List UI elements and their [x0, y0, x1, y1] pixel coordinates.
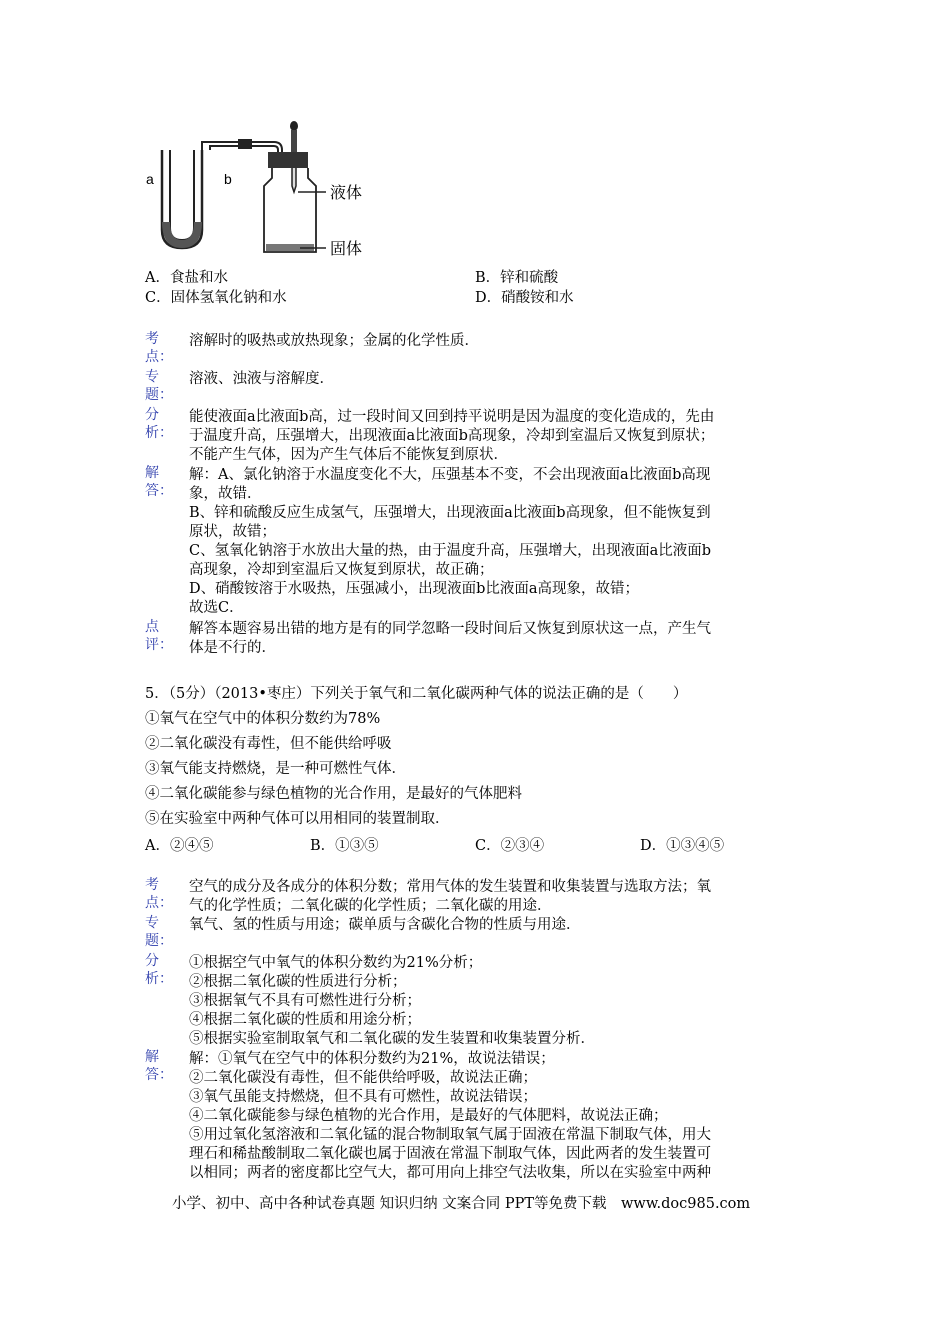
- q4-option-c: C．固体氢氧化钠和水: [145, 290, 287, 306]
- apparatus-diagram: [140, 112, 380, 272]
- q5-option-a: A．②④⑤: [145, 838, 214, 854]
- page-footer: 小学、初中、高中各种试卷真题 知识归纳 文案合同 PPT等免费下载 www.doc985.com: [172, 1196, 751, 1212]
- diagram-label-b: b: [224, 171, 232, 187]
- diagram-label-solid: 固体: [330, 239, 363, 258]
- q5-stem: 5．（5分）（2013•枣庄）下列关于氧气和二氧化碳两种气体的说法正确的是（ ）: [145, 686, 688, 702]
- q5-option-b: B．①③⑤: [310, 838, 379, 854]
- q4-option-d: D．硝酸铵和水: [475, 290, 574, 306]
- q5-item: ③氧气能支持燃烧，是一种可燃性气体．: [145, 761, 406, 777]
- q5-item: ⑤在实验室中两种气体可以用相同的装置制取．: [145, 811, 450, 827]
- diagram-label-liquid: 液体: [330, 183, 363, 202]
- q5-option-d: D．①③④⑤: [640, 838, 725, 854]
- q5-item: ①氧气在空气中的体积分数约为78%: [145, 711, 381, 727]
- bottle: [264, 168, 316, 252]
- document-page: a b 液体 固体 A．食盐和水 B．锌和硫酸 C．固体氢氧化钠和水 D．硝酸铵和水 考 点： 溶解时的吸热或放热现象；金属的化学性质． 专 题： 溶液、浊液与溶解度． 分 析： 能使液面a比液面b高，过一段时间又回到持平说明是因为温度的变化造成的，先由 于温度升高，压强增大，出现液面a比液面b高现象，冷却到室温后又恢复到原状； 不能产生气体，因为产生气体后不能恢复到原状． 解 答： 解：A、氯化钠溶于水温度变化不大，压强基本不变，不会出现液面a比液面b高现 象，故错． B、锌和硫酸反应生成氢气，压强增大，出现液面a比液面b高现象，但不能恢复到 原状，故错； C、氢氧化钠溶于水放出大量的热，由于温度升高，压强增大，出现液面a比液面b 高现象，冷却到室温后又恢复到原状，故正确； D、硝酸铵溶于水吸热，压强减小，出现液面b比液面a高现象，故错； 故选C． 点 评： 解答本题容易出错的地方是有的同学忽略一段时间后又恢复到原状这一点，产生气 体是不行的． 5．（5分）（2013•枣庄）下列关于氧气和二氧化碳两种气体的说法正确的是（ ） ①氧气在空气中的体积分数约为78% ②二氧化碳没有毒性，但不能供给呼吸 ③氧气能支持燃烧，是一种可燃性气体． ④二氧化碳能参与绿色植物的光合作用，是最好的气体肥料 ⑤在实验室中两种气体可以用相同的装置制取． A．②④⑤ B．①③⑤ C．②③④ D．①③④⑤ 考 点： 空气的成分及各成分的体积分数；常用气体的发生装置和收集装置与选取方法；氧 气的化学性质；二氧化碳的化学性质；二氧化碳的用途． 专 题： 氧气、氢的性质与用途；碳单质与含碳化合物的性质与用途． 分 析： ①根据空气中氧气的体积分数约为21%分析； ②根据二氧化碳的性质进行分析； ③根据氧气不具有可燃性进行分析； ④根据二氧化碳的性质和用途分析； ⑤根据实验室制取氧气和二氧化碳的发生装置和收集装置分析． 解 答： 解：①氧气在空气中的体积分数约为21%，故说法错误； ②二氧化碳没有毒性，但不能供给呼吸，故说法正确； ③氧气虽能支持燃烧，但不具有可燃性，故说法错误； ④二氧化碳能参与绿色植物的光合作用，是最好的气体肥料，故说法正确； ⑤用过氧化氢溶液和二氧化锰的混合物制取氧气属于固液在常温下制取气体，用大 理石和稀盐酸制取二氧化碳也属于固液在常温下制取气体，因此两者的发生装置可 以相同；两者的密度都比空气大，都可用向上排空气法收集，所以在实验室中两种 小学、初中、高中各种试卷真题 知识归纳 文案合同 PPT等免费下载 www.doc985.com: [0, 0, 950, 1344]
- diagram-label-a: a: [146, 171, 154, 187]
- q5-item: ②二氧化碳没有毒性，但不能供给呼吸: [145, 736, 392, 752]
- stopper: [268, 152, 308, 168]
- q4-option-a: A．食盐和水: [145, 270, 228, 286]
- q5-option-c: C．②③④: [475, 838, 545, 854]
- q5-item: ④二氧化碳能参与绿色植物的光合作用，是最好的气体肥料: [145, 786, 522, 802]
- q5-question: [145, 684, 687, 834]
- q4-option-b: B．锌和硫酸: [475, 270, 559, 286]
